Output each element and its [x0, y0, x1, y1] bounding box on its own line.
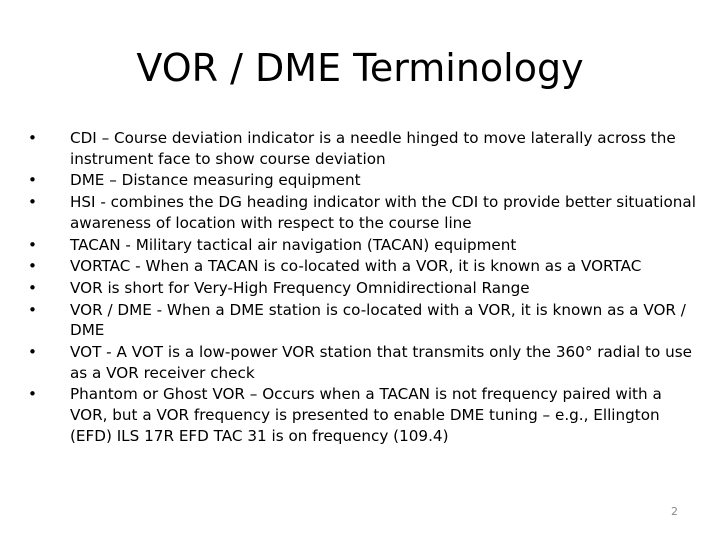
bullet-icon: • [28, 300, 37, 319]
bullet-icon: • [28, 343, 37, 362]
list-item [28, 278, 700, 299]
bullet-icon: • [28, 171, 37, 190]
list-item [28, 342, 700, 383]
bullet-icon: • [28, 385, 37, 404]
list-item-text: VOR is short for Very-High Frequency Omnidirectional Range [70, 278, 530, 297]
list-item [28, 384, 700, 446]
list-item [28, 235, 700, 256]
bullet-icon: • [28, 129, 37, 147]
list-item-text: DME – Distance measuring equipment [70, 171, 361, 190]
list-item [28, 256, 700, 277]
bullet-icon: • [28, 257, 37, 276]
page-number: 2 [671, 505, 678, 518]
list-item-text: VOR / DME - When a DME station is co-located with a VOR, it is known as a VOR / DME [70, 300, 686, 340]
list-item-text: VOT - A VOT is a low-power VOR station that transmits only the 360° radial to use as a VOR receiver check [70, 343, 692, 382]
list-item [28, 192, 700, 233]
list-item-text: TACAN - Military tactical air navigation (TACAN) equipment [70, 235, 517, 254]
bullet-list [28, 128, 700, 448]
bullet-icon: • [28, 235, 37, 254]
list-item-text: HSI - combines the DG heading indicator with the CDI to provide better situational awareness of location with respect to the course line [70, 193, 696, 232]
list-item [28, 170, 700, 191]
list-item-text: VORTAC - When a TACAN is co-located with a VOR, it is known as a VORTAC [70, 257, 642, 276]
list-item-text: CDI – Course deviation indicator is a needle hinged to move laterally across the instrument face to show course deviation [70, 129, 676, 168]
bullet-icon: • [28, 278, 37, 297]
list-item [28, 128, 700, 169]
slide-title: VOR / DME Terminology [136, 46, 584, 90]
list-item [28, 300, 700, 341]
list-item-text: Phantom or Ghost VOR – Occurs when a TACAN is not frequency paired with a VOR, but a VOR frequency is presented to enable DME tuning – e.g., Ellington (EFD) ILS 17R EFD TAC 31 is on frequency (109.4) [70, 385, 662, 445]
bullet-icon: • [28, 193, 37, 212]
